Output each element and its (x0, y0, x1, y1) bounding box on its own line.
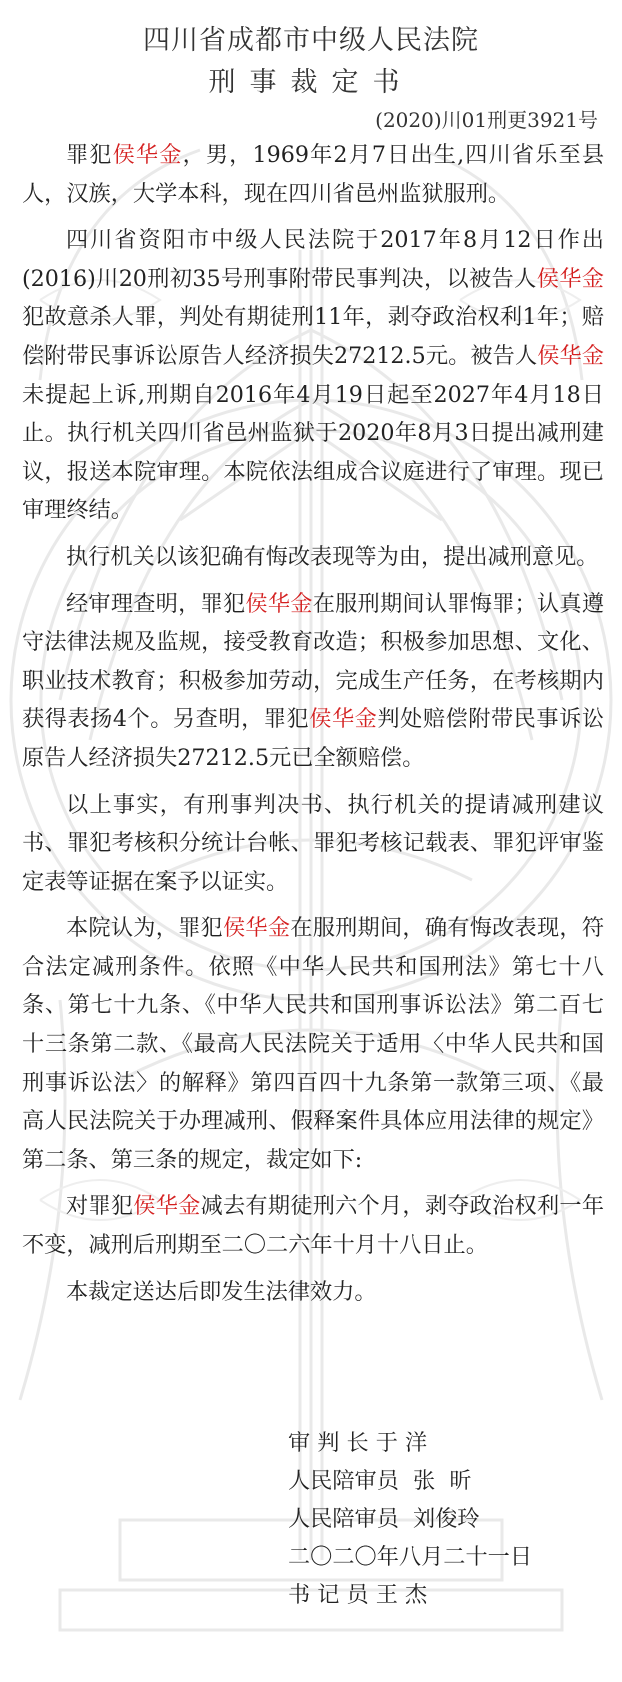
document-type: 刑事裁定书 (208, 67, 414, 98)
document-body (22, 136, 604, 1311)
paragraph-original-judgment: 四川省资阳市中级人民法院于2017年8月12日作出(2016)川20刑初35号刑事附带民事判决，以被告人侯华金犯故意杀人罪，判处有期徒刑11年，剥夺政治权利1年；赔偿附带民事诉讼原告人经济损失27212.5元。被告人侯华金未提起上诉,刑期自2016年4月19日起至2027年4月18日止。执行机关四川省邑州监狱于2020年8月3日提出减刑建议，报送本院审理。本院依法组成合议庭进行了审理。现已审理终结。 (22, 227, 604, 524)
court-name: 四川省成都市中级人民法院 (143, 25, 479, 56)
case-number: (2020)川01刑更3921号 (375, 108, 598, 132)
defendant-name: 侯华金 (536, 265, 604, 292)
defendant-name: 侯华金 (112, 142, 183, 168)
defendant-name: 侯华金 (537, 342, 604, 369)
paragraph-ruling: 对罪犯侯华金减去有期徒刑六个月，剥夺政治权利一年不变，减刑后刑期至二〇二六年十月十八日止。 (22, 1193, 605, 1259)
paragraph-evidence: 以上事实，有刑事判决书、执行机关的提请减刑建议书、罪犯考核积分统计台帐、罪犯考核记载表、罪犯评审鉴定表等证据在案予以证实。 (22, 791, 604, 895)
signature-block (288, 1424, 588, 1614)
defendant-name: 侯华金 (245, 590, 313, 617)
court-clerk: 书 记 员 王 杰 (288, 1582, 428, 1608)
defendant-name: 侯华金 (223, 915, 291, 942)
paragraph-defendant-info: 罪犯侯华金，男，1969年2月7日出生,四川省乐至县人，汉族，大学本科，现在四川省邑州监狱服刑。 (22, 142, 605, 207)
chief-judge: 审 判 长 于 洋 (288, 1430, 428, 1456)
ruling-date: 二〇二〇年八月二十一日 (288, 1544, 533, 1570)
people-assessor-1: 人民陪审员 张 昕 (288, 1468, 472, 1494)
paragraph-effect: 本裁定送达后即发生法律效力。 (66, 1278, 377, 1305)
defendant-name: 侯华金 (309, 706, 378, 733)
paragraph-findings: 经审理查明，罪犯侯华金在服刑期间认罪悔罪；认真遵守法律法规及监规，接受教育改造；积极参加思想、文化、职业技术教育；积极参加劳动，完成生产任务，在考核期内获得表扬4个。另查明，罪犯侯华金判处赔偿附带民事诉讼原告人经济损失27212.5元已全额赔偿。 (22, 590, 605, 771)
paragraph-proposal: 执行机关以该犯确有悔改表现等为由，提出减刑意见。 (66, 543, 599, 570)
people-assessor-2: 人民陪审员 刘俊玲 (288, 1506, 480, 1532)
paragraph-reasoning: 本院认为，罪犯侯华金在服刑期间，确有悔改表现，符合法定减刑条件。依照《中华人民共和国刑法》第七十八条、第七十九条、《中华人民共和国刑事诉讼法》第二百七十三条第二款、《最高人民法院关于适用〈中华人民共和国刑事诉讼法〉的解释》第四百四十九条第一款第三项、《最高人民法院关于办理减刑、假释案件具体应用法律的规定》第二条、第三条的规定，裁定如下: (22, 915, 605, 1173)
defendant-name: 侯华金 (133, 1193, 201, 1220)
